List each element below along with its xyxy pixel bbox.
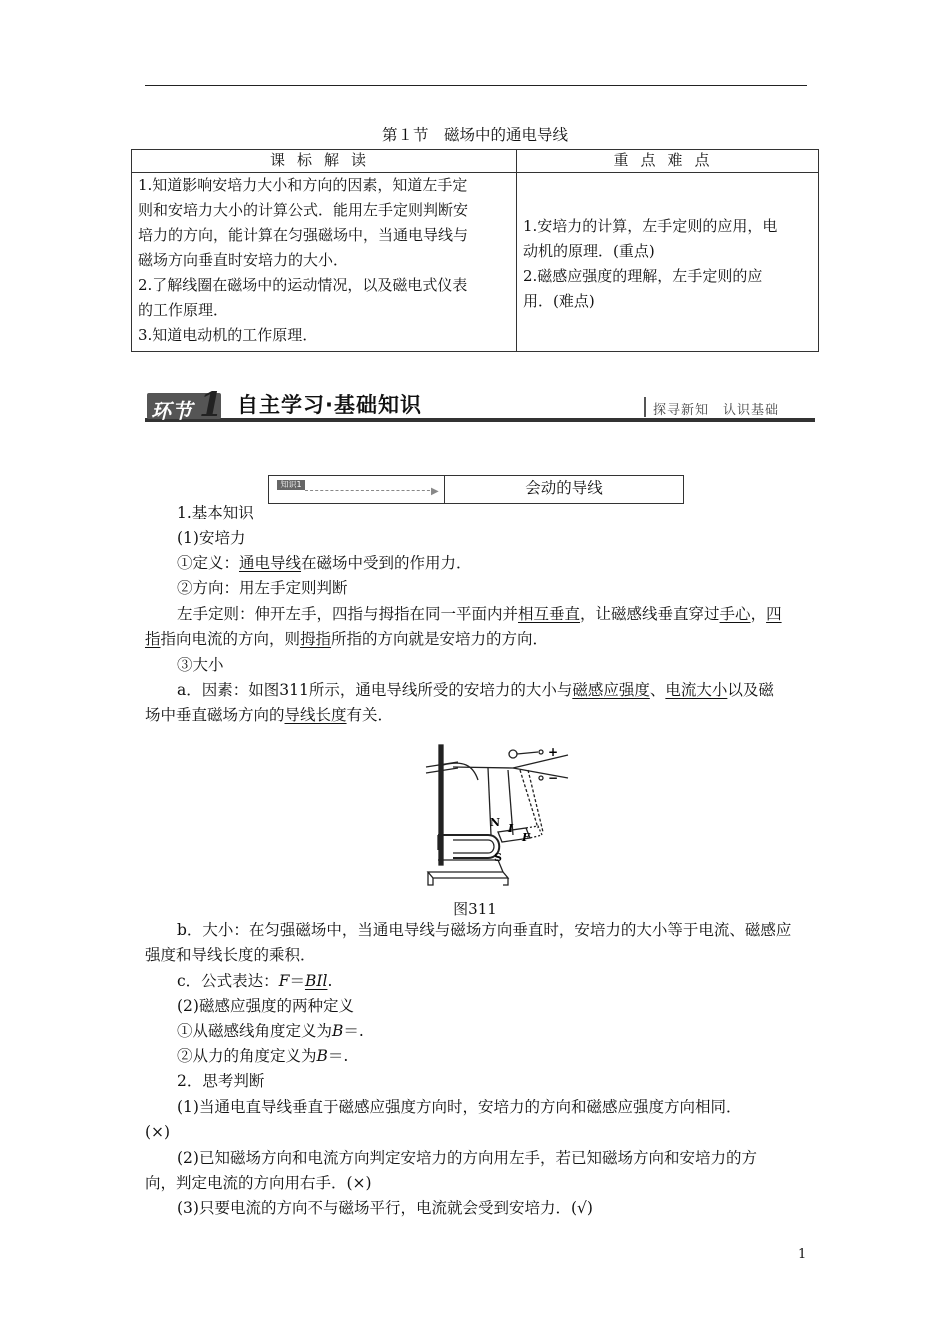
knowledge-box bbox=[268, 475, 684, 504]
text-line: b．大小：在匀强磁场中，当通电导线与磁场方向垂直时，安培力的大小等于电流、磁感应 bbox=[177, 921, 792, 939]
figure-caption: 图311 bbox=[453, 900, 497, 918]
apparatus-figure bbox=[408, 740, 578, 890]
text-line: (×) bbox=[145, 1123, 171, 1141]
text-line: 向，判定电流的方向用右手．(×) bbox=[145, 1174, 372, 1192]
objectives-table bbox=[131, 149, 819, 352]
header-right: 重点难点 bbox=[517, 150, 819, 173]
text-line: 指指向电流的方向，则拇指所指的方向就是安培力的方向． bbox=[145, 630, 549, 648]
keypoint-line: 2.磁感应强度的理解，左手定则的应 bbox=[523, 267, 763, 285]
current-label: I bbox=[508, 822, 514, 835]
text-line: (1)当通电直导线垂直于磁感应强度方向时，安培力的方向和磁感应强度方向相同． bbox=[177, 1098, 742, 1116]
force-label: F bbox=[522, 831, 530, 844]
knowledge-tag-cell bbox=[269, 476, 445, 503]
text-line: (2)磁感应强度的两种定义 bbox=[177, 997, 354, 1015]
minus-label: − bbox=[548, 771, 559, 785]
objective-line: 1.知道影响安培力大小和方向的因素，知道左手定 bbox=[138, 176, 468, 194]
blank-answer: 相互垂直 bbox=[518, 605, 581, 623]
objective-line: 磁场方向垂直时安培力的大小． bbox=[138, 251, 349, 269]
text-line: 2．思考判断 bbox=[177, 1072, 265, 1090]
blank-answer: 磁感应强度 bbox=[572, 681, 650, 699]
knowledge-tag: 知识1 bbox=[277, 480, 305, 490]
objectives-left-cell bbox=[132, 173, 517, 352]
objectives-right-cell bbox=[517, 173, 819, 352]
top-rule bbox=[145, 85, 807, 86]
objective-line: 的工作原理． bbox=[138, 301, 229, 319]
banner-number: 1 bbox=[199, 385, 223, 425]
arrow-icon: ▶ bbox=[431, 486, 439, 497]
blank-answer: 四 bbox=[766, 605, 782, 623]
text-line: 场中垂直磁场方向的导线长度有关． bbox=[145, 706, 394, 724]
banner-separator bbox=[644, 397, 646, 417]
blank-answer: 导线长度 bbox=[284, 706, 347, 724]
text-line: c．公式表达：F＝BIl. bbox=[177, 972, 333, 990]
text-line: a．因素：如图311所示，通电导线所受的安培力的大小与磁感应强度、电流大小以及磁 bbox=[177, 681, 774, 699]
text-line: ①定义：通电导线在磁场中受到的作用力． bbox=[177, 554, 472, 572]
blank-answer: 指 bbox=[145, 630, 161, 648]
arrow-line bbox=[305, 490, 435, 491]
text-line: ①从磁感线角度定义为B＝. bbox=[177, 1022, 364, 1040]
text-line: ②方向：用左手定则判断 bbox=[177, 579, 348, 597]
banner-tag: 环节 bbox=[147, 393, 221, 419]
banner-title: 自主学习·基础知识 bbox=[237, 393, 422, 417]
keypoint-line: 动机的原理．(重点) bbox=[523, 242, 655, 260]
knowledge-title: 会动的导线 bbox=[525, 479, 603, 497]
text-line: (2)已知磁场方向和电流方向判定安培力的方向用左手，若已知磁场方向和安培力的方 bbox=[177, 1149, 757, 1167]
keypoint-line: 用．(难点) bbox=[523, 292, 595, 310]
objective-line: 则和安培力大小的计算公式．能用左手定则判断安 bbox=[138, 201, 469, 219]
blank-answer: 拇指 bbox=[300, 630, 332, 648]
section-title: 第１节 磁场中的通电导线 bbox=[381, 126, 568, 144]
text-line: 1.基本知识 bbox=[177, 504, 254, 522]
n-pole-label: N bbox=[490, 816, 501, 829]
text-line: (3)只要电流的方向不与磁场平行，电流就会受到安培力．(√) bbox=[177, 1199, 593, 1217]
keypoint-line: 1.安培力的计算，左手定则的应用，电 bbox=[523, 217, 778, 235]
text-line: 强度和导线长度的乘积． bbox=[145, 946, 316, 964]
text-line: (1)安培力 bbox=[177, 529, 246, 547]
banner-subtitle: 探寻新知 认识基础 bbox=[653, 403, 780, 418]
text-line: ②从力的角度定义为B＝. bbox=[177, 1047, 349, 1065]
plus-label: + bbox=[548, 745, 559, 759]
objective-line: 3.知道电动机的工作原理． bbox=[138, 326, 318, 344]
blank-answer: 手心 bbox=[719, 605, 751, 623]
blank-answer: 通电导线 bbox=[239, 554, 302, 572]
section-banner bbox=[145, 387, 815, 425]
s-pole-label: S bbox=[494, 851, 502, 864]
objective-line: 2.了解线圈在磁场中的运动情况，以及磁电式仪表 bbox=[138, 276, 468, 294]
text-line: 左手定则：伸开左手，四指与拇指在同一平面内并相互垂直，让磁感线垂直穿过手心，四 bbox=[177, 605, 782, 623]
blank-answer: 电流大小 bbox=[665, 681, 728, 699]
header-left: 课标解读 bbox=[132, 150, 517, 173]
objective-line: 培力的方向，能计算在匀强磁场中，当通电导线与 bbox=[138, 226, 469, 244]
page-number: 1 bbox=[798, 1247, 807, 1262]
text-line: ③大小 bbox=[177, 656, 224, 674]
blank-answer: BIl bbox=[304, 972, 328, 990]
